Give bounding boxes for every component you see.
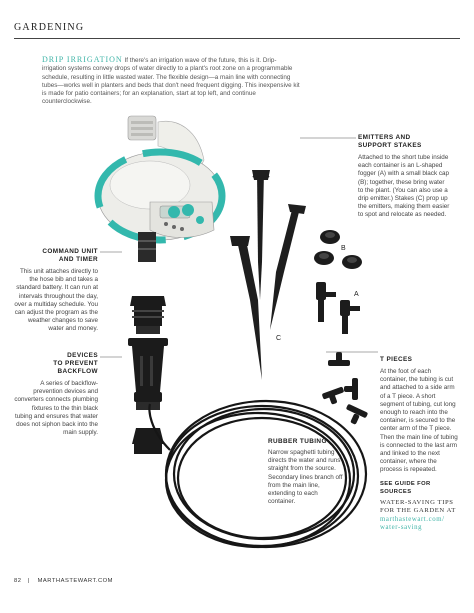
water-saving-link-2[interactable]: water-saving bbox=[380, 524, 423, 532]
t-pieces-heading: T PIECES bbox=[380, 356, 413, 363]
command-unit-heading-1: COMMAND UNIT bbox=[42, 248, 98, 255]
rubber-tubing-caption bbox=[268, 438, 344, 506]
emitters-heading-2: SUPPORT STAKES bbox=[358, 142, 422, 149]
tips-line-1: WATER-SAVING TIPS bbox=[380, 498, 454, 506]
page-footer bbox=[14, 578, 113, 584]
intro-text: If there's an irrigation wave of the future, this is it. Drip-irrigation systems convey drops of water directly to a plant's root zone on a programmable schedule, resulting in little wasted water. The flexible design—a main line with connecting tubes—works well in planters and beds that don't need frequent digging. This inexpensive kit is made for patio containers; for an explanation, start at top left, and continue counterclockwise. bbox=[42, 57, 300, 106]
t-pieces-image bbox=[322, 352, 369, 425]
backflow-heading-2: TO PREVENT bbox=[53, 360, 98, 367]
callout-c: C bbox=[276, 335, 282, 342]
emitters-caption bbox=[358, 134, 450, 220]
footer-site: MARTHASTEWART.COM bbox=[37, 578, 113, 584]
command-unit-body: This unit attaches directly to the hose bib and takes a standard battery. It can run at intervals throughout the day, over a multiday schedule. You can adjust the program as the weather changes to save water and money. bbox=[14, 268, 98, 333]
t-pieces-caption bbox=[380, 356, 460, 533]
footer-divider: | bbox=[27, 578, 30, 584]
backflow-body: A series of backflow-prevention devices and converters connects plumbing fixtures to the thin black tubing and ensures that water does not siphon back into the main supply. bbox=[14, 380, 98, 437]
black-caps-image bbox=[314, 230, 362, 269]
backflow-heading-1: DEVICES bbox=[67, 352, 98, 359]
tips-line-2: FOR THE GARDEN AT bbox=[380, 507, 456, 515]
header-rule bbox=[14, 38, 460, 39]
callout-b: B bbox=[341, 245, 346, 252]
rubber-tubing-heading: RUBBER TUBING bbox=[268, 438, 327, 445]
timer-image bbox=[98, 116, 222, 262]
callout-a: A bbox=[354, 291, 359, 298]
foggers-image bbox=[316, 282, 360, 334]
command-unit-heading-2: AND TIMER bbox=[58, 256, 98, 263]
water-saving-link-1[interactable]: marthastewart.com/ bbox=[380, 515, 445, 523]
backflow-heading-3: BACKFLOW bbox=[57, 368, 98, 375]
page-number: 82 bbox=[14, 578, 22, 584]
rubber-tubing-body: Narrow spaghetti tubing directs the water and runs straight from the source. Secondary lines branch off from the main line, extending to each container. bbox=[268, 449, 343, 506]
backflow-devices-image bbox=[128, 296, 168, 454]
intro-keyword: DRIP IRRIGATION bbox=[42, 55, 123, 64]
backflow-caption bbox=[14, 352, 98, 437]
sources-heading: SEE GUIDE FOR SOURCES bbox=[380, 480, 431, 495]
section-label: GARDENING bbox=[14, 22, 85, 33]
intro-paragraph bbox=[42, 56, 300, 107]
emitters-body: Attached to the short tube inside each container is an L-shaped fogger (A) with a small black cap (B); together, these bring water to the plant. (You can also use a drip emitter.) Stakes (C) prop up the emitters, making them easier to spot and relocate as needed. bbox=[358, 154, 450, 219]
command-unit-caption bbox=[14, 248, 98, 334]
t-pieces-body: At the foot of each container, the tubing is cut and attached to a side arm of a T piece. A short segment of tubing, cut long enough to reach into the container, is secured to the center arm of the T piece. Then the main line of tubing is connected to the last arm and linked to the next container, where the process is repeated. bbox=[380, 368, 458, 474]
support-stakes-image bbox=[230, 170, 306, 380]
emitters-heading-1: EMITTERS AND bbox=[358, 134, 411, 141]
